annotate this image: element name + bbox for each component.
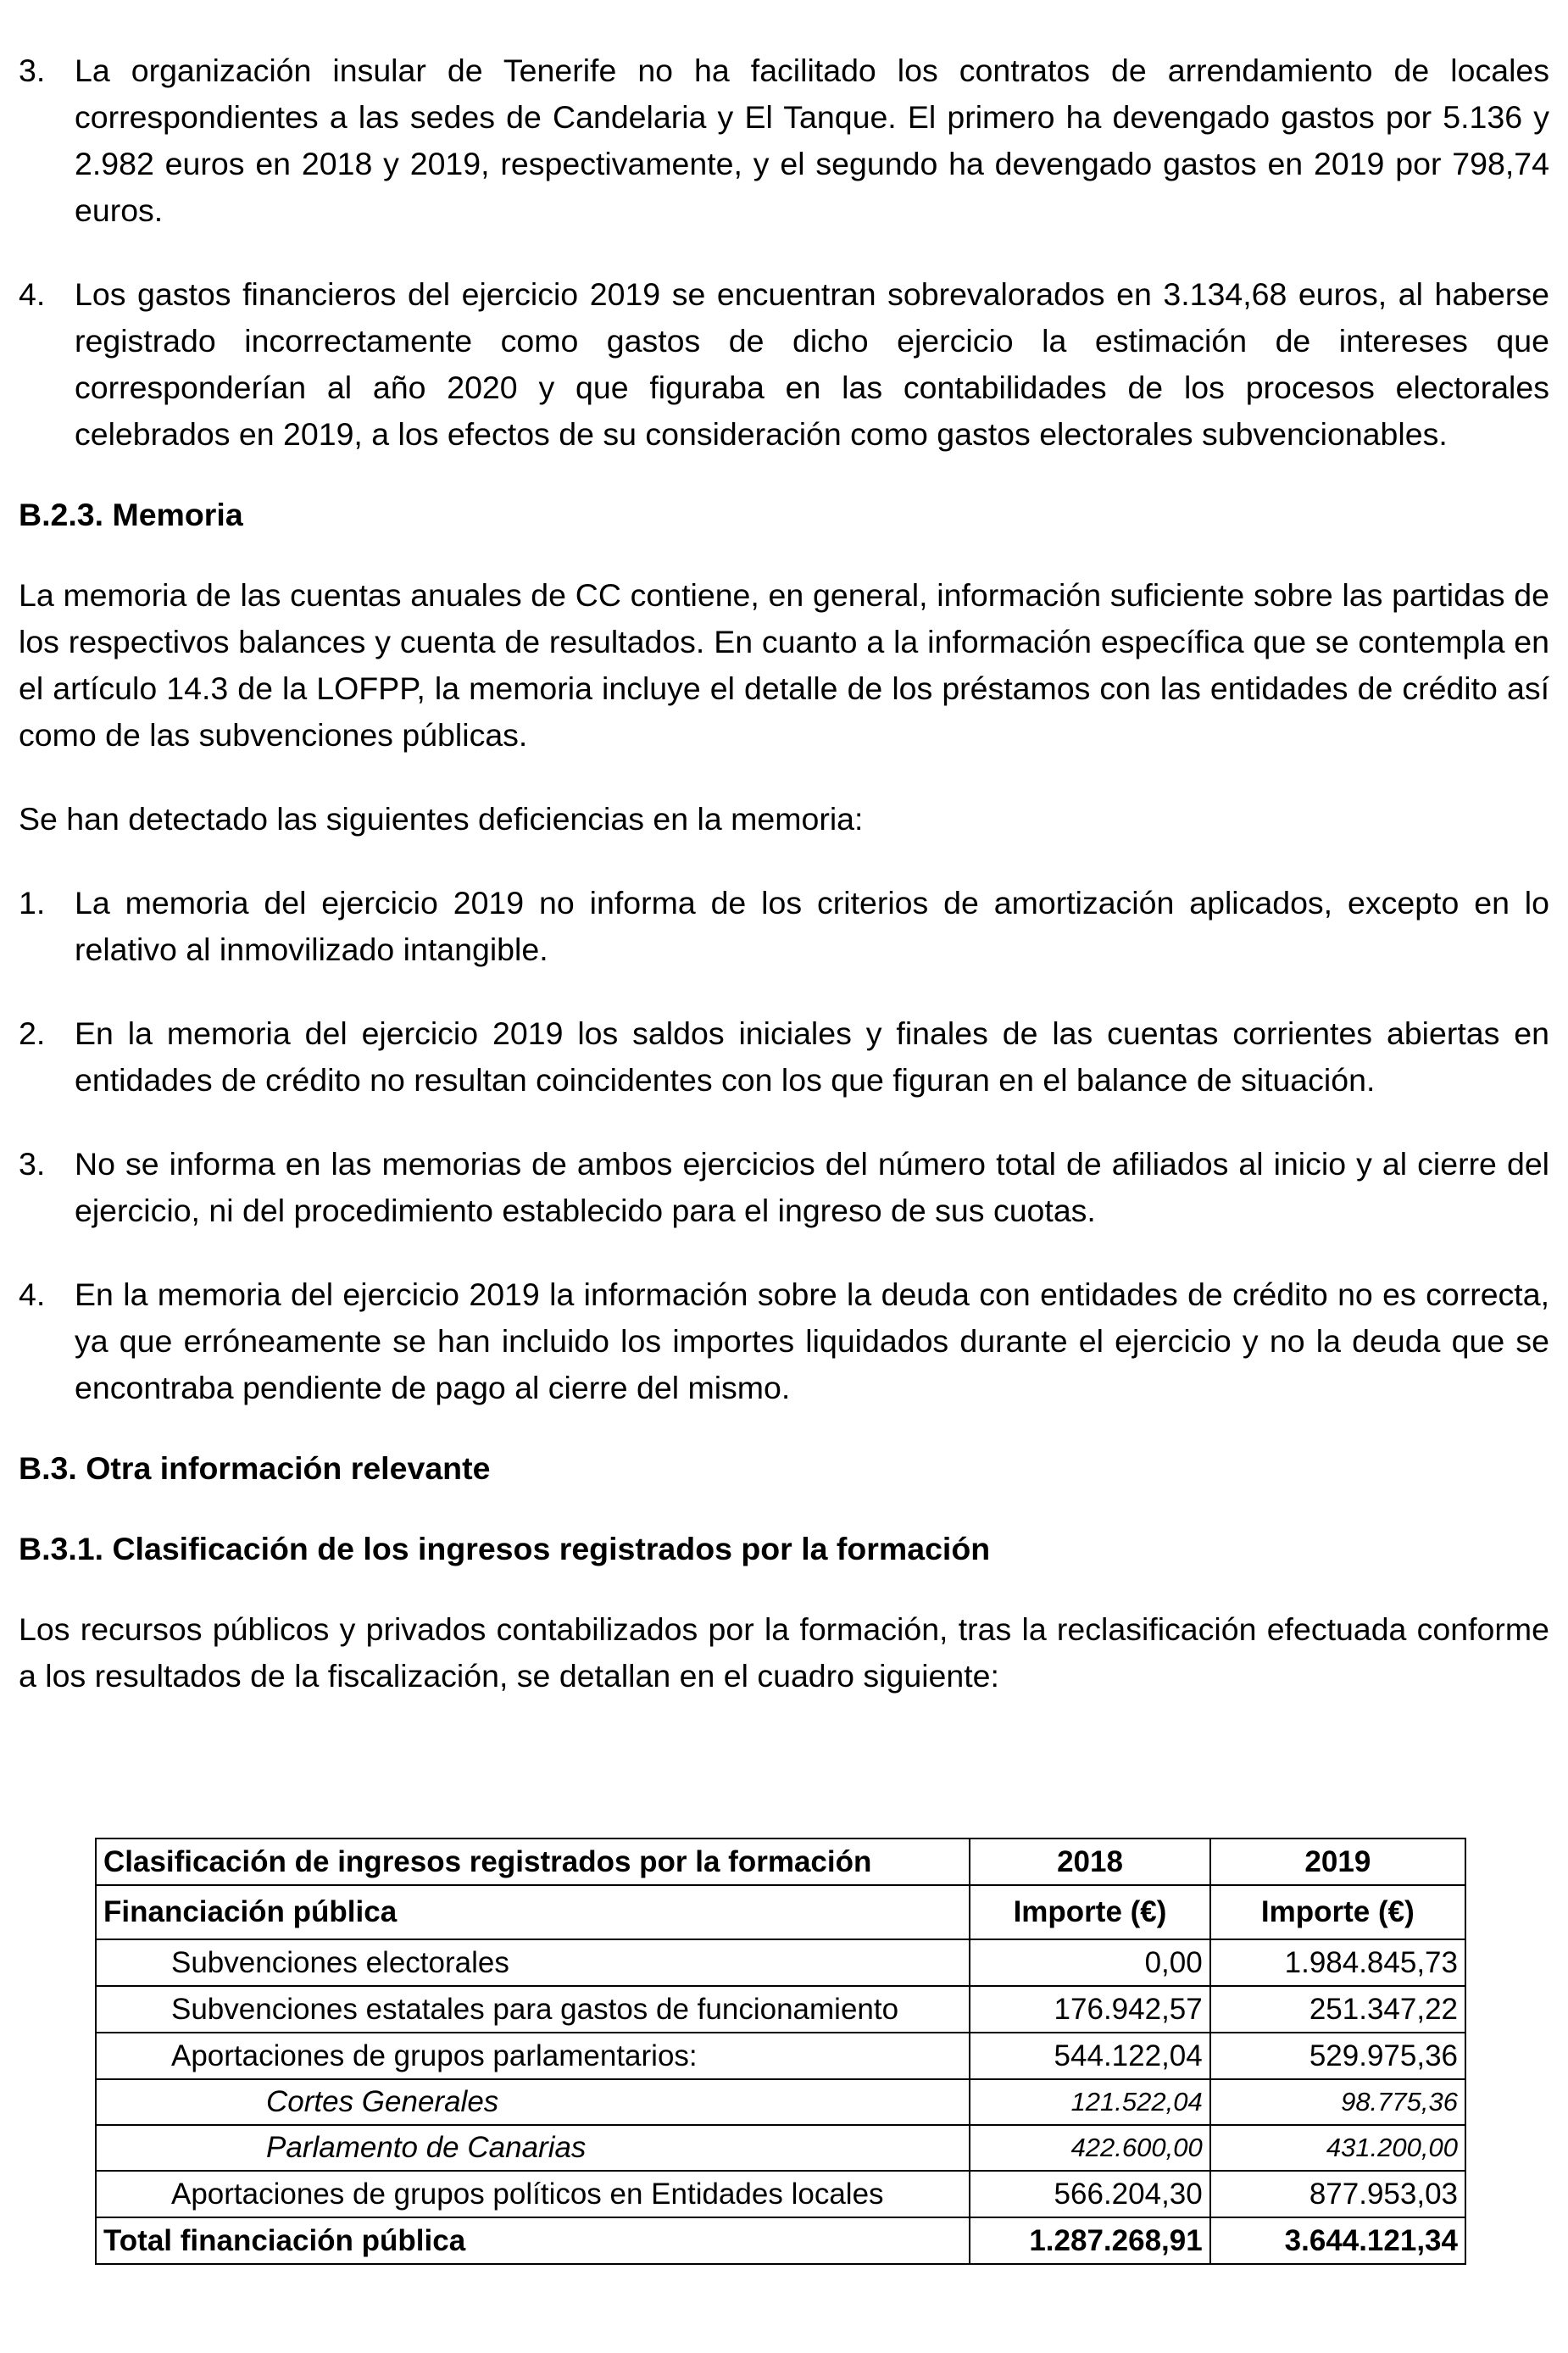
row-value-2018: 544.122,04 <box>970 2033 1209 2079</box>
table-subheader-row <box>96 1885 1465 1939</box>
row-value-2019: 529.975,36 <box>1210 2033 1465 2079</box>
list-number: 4. <box>19 276 46 312</box>
section-heading-otra-informacion: B.3. Otra información relevante <box>19 1450 491 1486</box>
table-row <box>96 1986 1465 2033</box>
list-item <box>19 47 1549 234</box>
table-header-row <box>96 1838 1465 1885</box>
row-value-2018: 121.522,04 <box>970 2079 1209 2125</box>
row-value-2018: 0,00 <box>970 1939 1209 1986</box>
list-number: 2. <box>19 1015 46 1051</box>
row-value-2019: 1.984.845,73 <box>1210 1939 1465 1986</box>
row-label: Subvenciones electorales <box>96 1939 970 1986</box>
row-value-2018: 176.942,57 <box>970 1986 1209 2033</box>
list-text: Los gastos financieros del ejercicio 2019 se encuentran sobrevalorados en 3.134,68 euros, al haberse registrado incorrectamente como gastos de dicho ejercicio la estimación de intereses que corresponderían al año 2020 y que figuraba en las contabilidades de los procesos electorales celebrados en 2019, a los efectos de su consideración como gastos electorales subvencionables. <box>75 276 1549 452</box>
row-label: Cortes Generales <box>96 2079 970 2125</box>
section-heading-memoria: B.2.3. Memoria <box>19 497 243 532</box>
table-header-2019: 2019 <box>1210 1838 1465 1885</box>
table-row <box>96 2125 1465 2171</box>
table-row <box>96 2171 1465 2217</box>
table-subheader-2019: Importe (€) <box>1210 1885 1465 1939</box>
row-label: Aportaciones de grupos parlamentarios: <box>96 2033 970 2079</box>
list-item <box>19 1271 1549 1411</box>
list-number: 3. <box>19 53 46 88</box>
paragraph: Se han detectado las siguientes deficiencias en la memoria: <box>19 801 864 837</box>
table-total-row <box>96 2217 1465 2264</box>
total-value-2019: 3.644.121,34 <box>1210 2217 1465 2264</box>
table-row <box>96 2079 1465 2125</box>
paragraph: Los recursos públicos y privados contabilizados por la formación, tras la reclasificación efectuada conforme a los resultados de la fiscalización, se detallan en el cuadro siguiente: <box>19 1611 1549 1694</box>
subsection-heading-clasificacion: B.3.1. Clasificación de los ingresos registrados por la formación <box>19 1531 991 1566</box>
income-table <box>95 1838 1466 2265</box>
row-value-2019: 251.347,22 <box>1210 1986 1465 2033</box>
row-label: Parlamento de Canarias <box>96 2125 970 2171</box>
table-header-2018: 2018 <box>970 1838 1209 1885</box>
table-subheader-2018: Importe (€) <box>970 1885 1209 1939</box>
table-subheader-label: Financiación pública <box>96 1885 970 1939</box>
list-number: 1. <box>19 885 46 921</box>
table-row <box>96 2033 1465 2079</box>
list-item <box>19 880 1549 973</box>
row-label: Aportaciones de grupos políticos en Entidades locales <box>96 2171 970 2217</box>
list-text: La organización insular de Tenerife no ha facilitado los contratos de arrendamiento de locales correspondientes a las sedes de Candelaria y El Tanque. El primero ha devengado gastos por 5.136 y 2.982 euros en 2018 y 2019, respectivamente, y el segundo ha devengado gastos en 2019 por 798,74 euros. <box>75 53 1549 228</box>
row-value-2019: 431.200,00 <box>1210 2125 1465 2171</box>
row-value-2018: 422.600,00 <box>970 2125 1209 2171</box>
list-number: 3. <box>19 1146 46 1182</box>
document-page <box>19 47 1549 1699</box>
list-item <box>19 271 1549 458</box>
paragraph: La memoria de las cuentas anuales de CC contiene, en general, información suficiente sobre las partidas de los respectivos balances y cuenta de resultados. En cuanto a la información específica que se contempla en el artículo 14.3 de la LOFPP, la memoria incluye el detalle de los préstamos con las entidades de crédito así como de las subvenciones públicas. <box>19 577 1549 753</box>
total-value-2018: 1.287.268,91 <box>970 2217 1209 2264</box>
row-value-2019: 98.775,36 <box>1210 2079 1465 2125</box>
table-header-label: Clasificación de ingresos registrados por la formación <box>96 1838 970 1885</box>
row-label: Subvenciones estatales para gastos de funcionamiento <box>96 1986 970 2033</box>
list-text: En la memoria del ejercicio 2019 los saldos iniciales y finales de las cuentas corrientes abiertas en entidades de crédito no resultan coincidentes con los que figuran en el balance de situación. <box>75 1015 1549 1098</box>
list-text: En la memoria del ejercicio 2019 la información sobre la deuda con entidades de crédito no es correcta, ya que erróneamente se han incluido los importes liquidados durante el ejercicio y no la deuda que se encontraba pendiente de pago al cierre del mismo. <box>75 1277 1549 1405</box>
list-number: 4. <box>19 1277 46 1312</box>
table-row <box>96 1939 1465 1986</box>
list-text: No se informa en las memorias de ambos ejercicios del número total de afiliados al inicio y al cierre del ejercicio, ni del procedimiento establecido para el ingreso de sus cuotas. <box>75 1146 1549 1228</box>
total-label: Total financiación pública <box>96 2217 970 2264</box>
list-item <box>19 1141 1549 1234</box>
list-item <box>19 1010 1549 1104</box>
list-text: La memoria del ejercicio 2019 no informa de los criterios de amortización aplicados, excepto en lo relativo al inmovilizado intangible. <box>75 885 1549 967</box>
row-value-2018: 566.204,30 <box>970 2171 1209 2217</box>
row-value-2019: 877.953,03 <box>1210 2171 1465 2217</box>
